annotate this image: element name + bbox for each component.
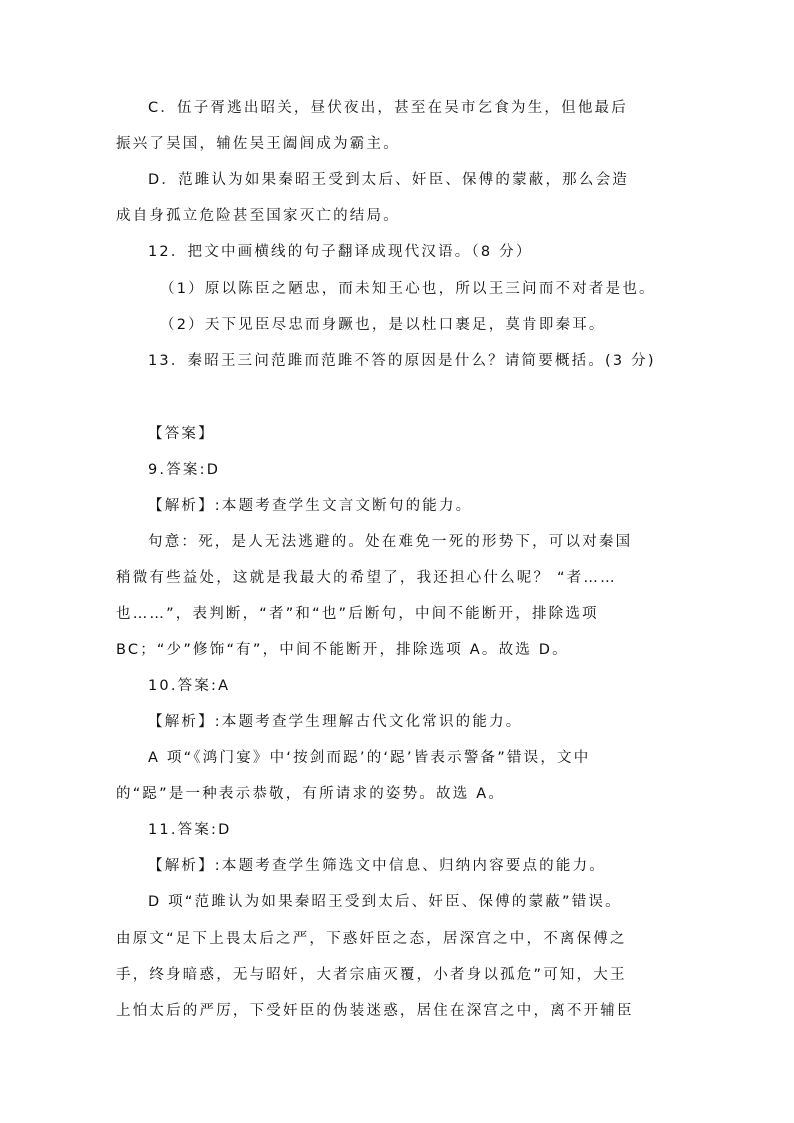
analysis-10-line-1: A 项“《鸿门宴》中‘按剑而跽’的‘跽’皆表示警备”错误，文中: [148, 750, 591, 766]
analysis-11-line-4: 上怕太后的严厉，下受奸臣的伪装迷惑，居住在深宫之中，离不开辅臣: [116, 1003, 634, 1019]
question-13: 13．秦昭王三问范雎而范雎不答的原因是什么？请简要概括。(3 分): [148, 353, 656, 369]
analysis-11-heading: 【解析】:本题考查学生筛选文中信息、归纳内容要点的能力。: [148, 858, 606, 874]
analysis-9-line-2: 稍微有些益处，这就是我最大的希望了，我还担心什么呢？ “者……: [116, 570, 617, 586]
option-d-line-1: D．范雎认为如果秦昭王受到太后、奸臣、保傅的蒙蔽，那么会造: [148, 172, 629, 188]
analysis-9-line-1: 句意：死，是人无法逃避的。处在难免一死的形势下，可以对秦国: [148, 534, 633, 550]
analysis-9-line-3: 也……”，表判断，“者”和“也”后断句，中间不能断开，排除选项: [116, 606, 599, 622]
analysis-11-line-2: 由原文“足下上畏太后之严，下惑奸臣之态，居深宫之中，不离保傅之: [116, 931, 627, 947]
analysis-9-heading: 【解析】:本题考查学生文言文断句的能力。: [148, 498, 473, 514]
answer-11: 11.答案:D: [148, 822, 232, 838]
answer-9: 9.答案:D: [148, 462, 221, 478]
answer-10: 10.答案:A: [148, 678, 231, 694]
analysis-11-line-3: 手，终身暗惑，无与昭奸，大者宗庙灭覆，小者身以孤危”可知，大王: [116, 967, 627, 983]
question-12: 12．把文中画横线的句子翻译成现代汉语。（8 分）: [148, 244, 533, 260]
option-d-line-2: 成自身孤立危险甚至国家灭亡的结局。: [116, 208, 400, 224]
analysis-9-line-4: BC；“少”修饰“有”，中间不能断开，排除选项 A。故选 D。: [116, 642, 569, 658]
answer-heading: 【答案】: [148, 426, 215, 442]
question-12-part-1: （1）原以陈臣之陋忠，而未知王心也，所以王三问而不对者是也。: [160, 281, 656, 297]
option-c-line-1: C．伍子胥逃出昭关，昼伏夜出，甚至在吴市乞食为生，但他最后: [148, 100, 628, 116]
analysis-10-heading: 【解析】:本题考查学生理解古代文化常识的能力。: [148, 714, 523, 730]
question-12-part-2: （2）天下见臣尽忠而身蹶也，是以杜口裹足，莫肯即秦耳。: [160, 317, 606, 333]
analysis-10-line-2: 的“跽”是一种表示恭敬，有所请求的姿势。故选 A。: [116, 786, 506, 802]
analysis-11-line-1: D 项“范雎认为如果秦昭王受到太后、奸臣、保傅的蒙蔽”错误。: [148, 894, 622, 910]
option-c-line-2: 振兴了吴国，辅佐吴王阖闾成为霸主。: [116, 136, 400, 152]
